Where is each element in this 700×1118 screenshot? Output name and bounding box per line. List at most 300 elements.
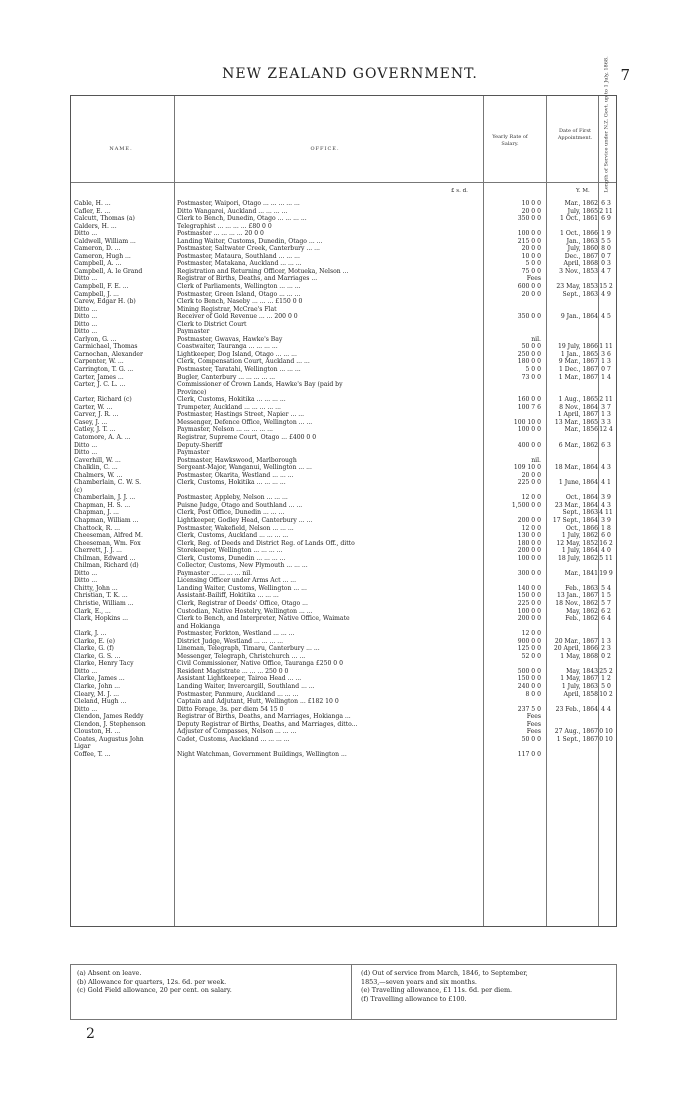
cell-length: 1 8 xyxy=(601,524,611,532)
table-row xyxy=(71,260,616,268)
cell-date: May, 1862 xyxy=(566,607,598,615)
cell-office: Custodian, Native Hostelry, Wellington ... ... xyxy=(177,607,313,615)
table-row xyxy=(71,668,616,676)
cell-office: Clerk, Post Office, Dunedin ... ... ... xyxy=(177,509,285,517)
cell-length: 3 3 xyxy=(601,418,611,426)
cell-name: Cable, H. ... xyxy=(74,200,111,207)
cell-name: Carter, James ... xyxy=(74,373,124,381)
footnotes-left xyxy=(77,969,317,995)
table-row xyxy=(71,275,616,283)
cell-office: Civil Commissioner, Native Office, Tauranga £250 0 0 xyxy=(177,660,343,668)
cell-date: 17 Sept., 1864 xyxy=(552,516,598,524)
cell-name: Ditto ... xyxy=(74,328,98,336)
cell-office: Messenger, Defence Office, Wellington ... ... xyxy=(177,418,313,426)
cell-length: 5 5 xyxy=(601,237,611,245)
table-row xyxy=(71,351,616,359)
table-row xyxy=(71,343,616,351)
cell-name: Ditto ... xyxy=(74,320,98,328)
cell-date: April, 1858 xyxy=(563,690,598,698)
table-row xyxy=(71,600,616,608)
cell-name: Ditto ... xyxy=(74,305,98,313)
cell-name: Cafler, E. ... xyxy=(74,207,111,215)
cell-name: Chamberlain, C. W. S. xyxy=(74,479,142,487)
cell-length: 0 10 xyxy=(599,728,613,736)
cell-office: Postmaster, Forkton, Westland ... ... ... xyxy=(177,630,295,638)
cell-salary: 150 0 0 xyxy=(517,675,541,683)
cell-name: Carpenter, W. ... xyxy=(74,358,124,366)
cell-name: Carver, J. R. ... xyxy=(74,411,119,419)
cell-office: Receiver of Gold Revenue ... ... 200 0 0 xyxy=(177,313,298,321)
cell-office: Deputy-Sheriff xyxy=(177,441,223,449)
table-row xyxy=(71,434,616,442)
table-row xyxy=(71,540,616,548)
cell-office: Ditto Forage, 3s. per diem 54 15 0 xyxy=(177,705,284,713)
table-row xyxy=(71,494,616,502)
cell-salary: 300 0 0 xyxy=(517,569,541,577)
cell-date: Sept., 1863 xyxy=(562,509,598,517)
table-row xyxy=(71,200,616,208)
table-row xyxy=(71,630,616,638)
cell-name: Chapman, William ... xyxy=(74,516,139,524)
table-row xyxy=(71,374,616,382)
cell-office: Assistant-Bailiff, Hokitika ... ... ... xyxy=(177,592,279,600)
cell-office: Clerk to Bench, and Interpreter, Native Office, Waimate xyxy=(177,615,350,623)
cell-date: Mar., 1856 xyxy=(564,426,598,434)
cell-date: 18 Nov., 1862 xyxy=(555,599,598,607)
cell-office: Commissioner of Crown Lands, Hawke's Bay (paid by xyxy=(177,381,343,389)
cell-salary: 10 0 0 xyxy=(521,200,541,207)
cell-salary: 225 0 0 xyxy=(517,599,541,607)
cell-office: Clerk, Compensation Court, Auckland ... ... xyxy=(177,358,310,366)
cell-length: 4 9 xyxy=(601,290,611,298)
cell-salary: nil. xyxy=(531,456,541,464)
table-row xyxy=(71,366,616,374)
cell-office: Postmaster, Okarita, Westland ... ... ... xyxy=(177,471,294,479)
cell-salary: 100 0 0 xyxy=(517,607,541,615)
table-row xyxy=(71,706,616,714)
table-row xyxy=(71,283,616,291)
table-row xyxy=(71,547,616,555)
cell-date: 18 July, 1862 xyxy=(557,554,598,562)
cell-office: Postmaster, Wakefield, Nelson ... ... ... xyxy=(177,524,294,532)
cell-name: Chalmers, W. ... xyxy=(74,471,123,479)
table-row xyxy=(71,532,616,540)
cell-office: Postmaster, Panmure, Auckland ... ... ... xyxy=(177,690,299,698)
cell-length: 2 11 xyxy=(599,207,613,215)
cell-length: 4 0 xyxy=(601,547,611,555)
cell-name: Chalklin, C. ... xyxy=(74,464,118,472)
cell-office: Clerk, Registrar of Deeds' Office, Otago ... xyxy=(177,599,308,607)
cell-salary: 125 0 0 xyxy=(517,645,541,653)
table-row xyxy=(71,615,616,623)
footnote: (a) Absent on leave. xyxy=(77,969,142,977)
column-header-date: Date of First Appointment. xyxy=(557,128,593,141)
cell-length: 6 0 xyxy=(601,532,611,540)
cell-date: 1 Dec., 1867 xyxy=(558,366,598,374)
cell-length: 6 4 xyxy=(601,615,611,623)
cell-office: Landing Waiter, Invercargill, Southland ... ... xyxy=(177,683,315,690)
cell-length: 1 11 xyxy=(599,343,613,351)
cell-salary: 52 0 0 xyxy=(521,652,541,660)
cell-length: 4 5 xyxy=(601,313,611,321)
footnote: (c) Gold Field allowance, 20 per cent. on salary. xyxy=(77,986,232,994)
cell-length: 6 9 xyxy=(601,215,611,223)
cell-name: Ditto ... xyxy=(74,230,98,238)
cell-office: Postmaster ... ... ... ... 20 0 0 xyxy=(177,230,264,238)
cell-salary: 117 0 0 xyxy=(517,750,541,758)
cell-office: Postmaster, Appleby, Nelson ... ... ... xyxy=(177,494,288,502)
cell-date: 12 May, 1852 xyxy=(556,539,598,547)
cell-name: Cleland, Hugh ... xyxy=(74,698,127,706)
table-row xyxy=(71,736,616,744)
cell-length: 2 3 xyxy=(601,645,611,653)
cell-office: Puisne Judge, Otago and Southland ... ... xyxy=(177,501,303,509)
cell-name: Campbell, A. ... xyxy=(74,260,122,268)
table-row xyxy=(71,472,616,480)
cell-length: 3 7 xyxy=(601,403,611,411)
table-row xyxy=(71,419,616,427)
table-row xyxy=(71,215,616,223)
cell-length: 4 7 xyxy=(601,267,611,275)
cell-salary: 150 0 0 xyxy=(517,592,541,600)
cell-length: 16 2 xyxy=(599,539,613,547)
cell-salary: 225 0 0 xyxy=(517,479,541,487)
cell-name: Cameron, Hugh ... xyxy=(74,252,131,260)
cell-name: Chitty, John ... xyxy=(74,584,118,592)
cell-office: Clerk, Customs, Hokitika ... ... ... ... xyxy=(177,396,286,404)
cell-date: 1 July, 1863 xyxy=(561,683,598,690)
cell-office: Cadet, Customs, Auckland ... ... ... ... xyxy=(177,735,290,743)
cell-name: Ditto ... xyxy=(74,569,98,577)
cell-name: Clendon, J. Stephenson xyxy=(74,720,146,728)
cell-length: 5 11 xyxy=(599,554,613,562)
cell-length: 4 1 xyxy=(601,479,611,487)
cell-name: Cameron, D. ... xyxy=(74,245,121,253)
cell-salary: Fees xyxy=(526,728,541,736)
cell-salary: 50 0 0 xyxy=(521,343,541,351)
table-row xyxy=(71,291,616,299)
cell-name: Chilman, Richard (d) xyxy=(74,562,139,570)
cell-salary: 75 0 0 xyxy=(521,267,541,275)
cell-office: Resident Magistrate ... ... ... 250 0 0 xyxy=(177,667,289,675)
cell-salary: Fees xyxy=(526,720,541,728)
cell-salary: 20 0 0 xyxy=(521,290,541,298)
cell-salary: 350 0 0 xyxy=(517,215,541,223)
table-row xyxy=(71,525,616,533)
cell-name: Caverhill, W. ... xyxy=(74,456,121,464)
table-row xyxy=(71,404,616,412)
cell-salary: 20 0 0 xyxy=(521,471,541,479)
cell-name: Ligar xyxy=(74,743,91,751)
cell-name: Clendon, James Reddy xyxy=(74,713,144,721)
cell-length: 2 11 xyxy=(599,396,613,404)
table-row xyxy=(71,638,616,646)
cell-length: 4 3 xyxy=(601,464,611,472)
cell-office: Night Watchman, Government Buildings, Wellington ... xyxy=(177,750,347,758)
cell-salary: 140 0 0 xyxy=(517,584,541,592)
cell-office: Ditto Wangarei, Auckland ... ... ... ... xyxy=(177,207,288,215)
cell-name: Carrington, T. G. ... xyxy=(74,366,134,374)
cell-name: Clarke, E. (e) xyxy=(74,637,116,645)
cell-date: 18 Mar., 1864 xyxy=(554,464,598,472)
cell-date: 13 Mar., 1865 xyxy=(554,418,598,426)
cell-date: Oct., 1866 xyxy=(565,524,598,532)
cell-name: Chilman, Edward ... xyxy=(74,554,136,562)
cell-length: 5 7 xyxy=(601,599,611,607)
cell-office: Landing Waiter, Customs, Wellington ... ... xyxy=(177,584,307,592)
table-row xyxy=(71,585,616,593)
cell-length: 0 3 xyxy=(601,260,611,268)
cell-office: Clerk of Parliaments, Wellington ... ... ... xyxy=(177,283,301,291)
cell-salary: 20 0 0 xyxy=(521,245,541,253)
cell-name: Catley, J. T. ... xyxy=(74,426,116,434)
cell-length: 1 3 xyxy=(601,358,611,366)
page-title: NEW ZEALAND GOVERNMENT. xyxy=(222,66,478,82)
column-header-name: NAME. xyxy=(109,146,133,152)
cell-name: Cheeseman, Wm. Fox xyxy=(74,539,141,547)
cell-salary: 73 0 0 xyxy=(521,373,541,381)
cell-name: Carlyon, G. ... xyxy=(74,335,117,343)
cell-name: Carew, Edgar H. (b) xyxy=(74,298,136,306)
cell-date: 1 Mar., 1867 xyxy=(558,373,598,381)
cell-office: Paymaster xyxy=(177,449,210,457)
cell-length: 1 9 xyxy=(601,230,611,238)
cell-salary: 50 0 0 xyxy=(521,735,541,743)
cell-name: Ditto ... xyxy=(74,667,98,675)
cell-length: 1 5 xyxy=(601,592,611,600)
cell-name: Chapman, J. ... xyxy=(74,509,119,517)
cell-date: 1 June, 1864 xyxy=(558,479,598,487)
cell-salary: 900 0 0 xyxy=(517,637,541,645)
cell-salary: 350 0 0 xyxy=(517,313,541,321)
cell-office: Assistant Lightkeeper, Tairoa Head ... ... xyxy=(177,675,302,683)
cell-date: 8 Nov., 1864 xyxy=(559,403,598,411)
table-row xyxy=(71,479,616,487)
cell-length: 1 4 xyxy=(601,373,611,381)
cell-office: Messenger, Telegraph, Christchurch ... ... xyxy=(177,652,306,660)
cell-date: 19 July, 1866 xyxy=(557,343,598,351)
cell-name: Cleary, M. J. ... xyxy=(74,690,120,698)
cell-name: Clarke, Henry Tacy xyxy=(74,660,134,668)
cell-date: Feb., 1863 xyxy=(565,584,598,592)
table-row xyxy=(71,321,616,329)
cell-salary: 160 0 0 xyxy=(517,396,541,404)
cell-date: Oct., 1864 xyxy=(565,494,598,502)
cell-date: 1 May, 1867 xyxy=(560,675,598,683)
cell-length: 6 3 xyxy=(601,441,611,449)
cell-salary: 100 0 0 xyxy=(517,230,541,238)
length-units: Y. M. xyxy=(576,188,590,194)
cell-salary: 12 0 0 xyxy=(521,630,541,638)
cell-office: Postmaster, Matakana, Auckland ... ... ... xyxy=(177,260,302,268)
cell-date: 1 July, 1862 xyxy=(561,532,598,540)
table-row xyxy=(71,509,616,517)
cell-name: Ditto ... xyxy=(74,449,98,457)
cell-date: 23 May, 1853 xyxy=(556,283,598,291)
table-row xyxy=(71,555,616,563)
table-row xyxy=(71,336,616,344)
cell-name: Campbell, F. E. ... xyxy=(74,283,129,291)
cell-office: Licensing Officer under Arms Act ... ... xyxy=(177,577,297,585)
table-row xyxy=(71,608,616,616)
table-body xyxy=(71,200,616,758)
cell-date: 9 Jan., 1864 xyxy=(560,313,598,321)
cell-name: Calcutt, Thomas (a) xyxy=(74,215,135,223)
table-row xyxy=(71,660,616,668)
table-row xyxy=(71,245,616,253)
cell-office: Clerk, Customs, Auckland ... ... ... ... xyxy=(177,532,289,540)
cell-office: Clerk to District Court xyxy=(177,320,247,328)
cell-office: Paymaster ... ... ... ... nil. xyxy=(177,569,253,577)
cell-length: 3 6 xyxy=(601,350,611,358)
table-row xyxy=(71,306,616,314)
page-number: 7 xyxy=(620,66,630,84)
table-row xyxy=(71,426,616,434)
table-row xyxy=(71,381,616,389)
cell-length: 3 9 xyxy=(601,494,611,502)
salary-units: £ s. d. xyxy=(451,188,468,194)
cell-office: Lightkeeper, Godley Head, Canterbury ... ... xyxy=(177,516,313,524)
cell-name: Carter, Richard (c) xyxy=(74,396,132,404)
cell-name: Ditto ... xyxy=(74,441,98,449)
table-row xyxy=(71,675,616,683)
cell-name: Ditto ... xyxy=(74,275,98,283)
cell-date: Dec., 1867 xyxy=(564,252,598,260)
cell-name: (c) xyxy=(74,486,83,494)
cell-date: 23 Feb., 1864 xyxy=(555,705,598,713)
table-row xyxy=(71,442,616,450)
table-row xyxy=(71,358,616,366)
cell-date: 1 July, 1864 xyxy=(561,547,598,555)
cell-name: Calders, H. ... xyxy=(74,222,117,230)
cell-office: District Judge, Westland ... ... ... ... xyxy=(177,637,284,645)
cell-salary: 100 0 0 xyxy=(517,426,541,434)
cell-name: Coffee, T. ... xyxy=(74,750,111,758)
table-row xyxy=(71,328,616,336)
cell-office: Lineman, Telegraph, Timaru, Canterbury ... ... xyxy=(177,645,320,653)
table-row xyxy=(71,691,616,699)
cell-length: 0 7 xyxy=(601,252,611,260)
cell-office: Postmaster, Hastings Street, Napier ... ... xyxy=(177,411,305,419)
cell-date: 1 Sept., 1867 xyxy=(556,735,598,743)
cell-office: Postmaster, Taratahi, Wellington ... ... ... xyxy=(177,366,301,374)
cell-name: Clarke, James ... xyxy=(74,675,125,683)
cell-name: Clarke, John ... xyxy=(74,683,121,690)
table-row xyxy=(71,743,616,751)
table-row xyxy=(71,721,616,729)
table-row xyxy=(71,449,616,457)
cell-office: Landing Waiter, Customs, Dunedin, Otago ... ... xyxy=(177,237,323,245)
cell-salary: 180 0 0 xyxy=(517,539,541,547)
table-row xyxy=(71,411,616,419)
cell-office: Coastwaiter, Tauranga ... ... ... ... xyxy=(177,343,278,351)
cell-office: Lightkeeper, Dog Island, Otago ... ... ... xyxy=(177,350,297,358)
cell-length: 5 0 xyxy=(601,683,611,690)
table-row xyxy=(71,562,616,570)
table-row xyxy=(71,464,616,472)
table-row xyxy=(71,208,616,216)
cell-salary: 100 0 0 xyxy=(517,554,541,562)
cell-length: 3 9 xyxy=(601,516,611,524)
cell-length: 4 11 xyxy=(599,509,613,517)
column-header-length xyxy=(598,56,616,193)
cell-name: Ditto ... xyxy=(74,577,98,585)
cell-length: 0 7 xyxy=(601,366,611,374)
cell-name: Ditto ... xyxy=(74,705,98,713)
cell-office: Mining Registrar, McCrae's Flat xyxy=(177,305,277,313)
cell-name: Clouston, H. ... xyxy=(74,728,121,736)
cell-date: 20 Mar., 1867 xyxy=(554,637,598,645)
cell-length: 1 3 xyxy=(601,411,611,419)
footnote: (e) Travelling allowance, £1 11s. 6d. per diem. xyxy=(361,986,513,994)
cell-length: 4 3 xyxy=(601,501,611,509)
cell-length: 19 9 xyxy=(599,569,613,577)
cell-salary: Fees xyxy=(526,275,541,283)
table-row xyxy=(71,268,616,276)
cell-salary: 100 10 0 xyxy=(513,418,541,426)
footnotes-right xyxy=(361,969,611,1003)
cell-office: Paymaster xyxy=(177,328,210,336)
table-row xyxy=(71,223,616,231)
cell-office: Registrar of Births, Deaths, and Marriages, Hokianga ... xyxy=(177,713,351,721)
cell-salary: 500 0 0 xyxy=(517,667,541,675)
table-row xyxy=(71,517,616,525)
table-row xyxy=(71,487,616,495)
cell-length: 6 2 xyxy=(601,607,611,615)
cell-name: Ditto ... xyxy=(74,313,98,321)
table-row xyxy=(71,728,616,736)
table-row xyxy=(71,577,616,585)
cell-name: Clarke, G. S. ... xyxy=(74,652,121,660)
cell-name: Cherrett, J. J. ... xyxy=(74,547,122,555)
cell-office: Captain and Adjutant, Hutt, Wellington ... £182 10 0 xyxy=(177,698,339,706)
cell-salary: 180 0 0 xyxy=(517,358,541,366)
footnote: 1853,—seven years and six months. xyxy=(361,977,477,986)
cell-length: 0 2 xyxy=(601,652,611,660)
cell-length: 1 3 xyxy=(601,637,611,645)
table-row xyxy=(71,313,616,321)
cell-name: Caldwell, William ... xyxy=(74,237,136,245)
cell-office: Clerk, Customs, Dunedin ... ... ... ... xyxy=(177,554,286,562)
cell-length: 1 2 xyxy=(601,675,611,683)
cell-name: Christian, T. K. ... xyxy=(74,592,128,600)
table-row xyxy=(71,502,616,510)
cell-name: Christie, William ... xyxy=(74,599,134,607)
table-row xyxy=(71,570,616,578)
cell-office: Postmaster, Green Island, Otago ... ... ... xyxy=(177,290,301,298)
footnote-divider xyxy=(351,965,352,1019)
cell-date: 27 Aug., 1867 xyxy=(554,728,598,736)
table-row xyxy=(71,653,616,661)
cell-salary: 5 0 0 xyxy=(525,260,541,268)
cell-salary: 200 0 0 xyxy=(517,516,541,524)
cell-name: Clark, Hopkins ... xyxy=(74,615,129,623)
footnote: (d) Out of service from March, 1846, to September, xyxy=(361,969,528,977)
cell-salary: 215 0 0 xyxy=(517,237,541,245)
column-header-salary: Yearly Rate of Salary. xyxy=(492,134,528,147)
cell-length: 0 10 xyxy=(599,735,613,743)
cell-salary: 12 0 0 xyxy=(521,524,541,532)
table-row xyxy=(71,230,616,238)
footnote: (f) Travelling allowance to £100. xyxy=(361,994,467,1003)
cell-name: Carmichael, Thomas xyxy=(74,343,138,351)
table-row xyxy=(71,623,616,631)
cell-date: 1 Oct., 1866 xyxy=(560,230,598,238)
cell-salary: Fees xyxy=(526,713,541,721)
cell-office: Clerk, Customs, Hokitika ... ... ... ... xyxy=(177,479,286,487)
cell-salary: 20 0 0 xyxy=(521,207,541,215)
cell-name: Chamberlain, J. J. ... xyxy=(74,494,136,502)
